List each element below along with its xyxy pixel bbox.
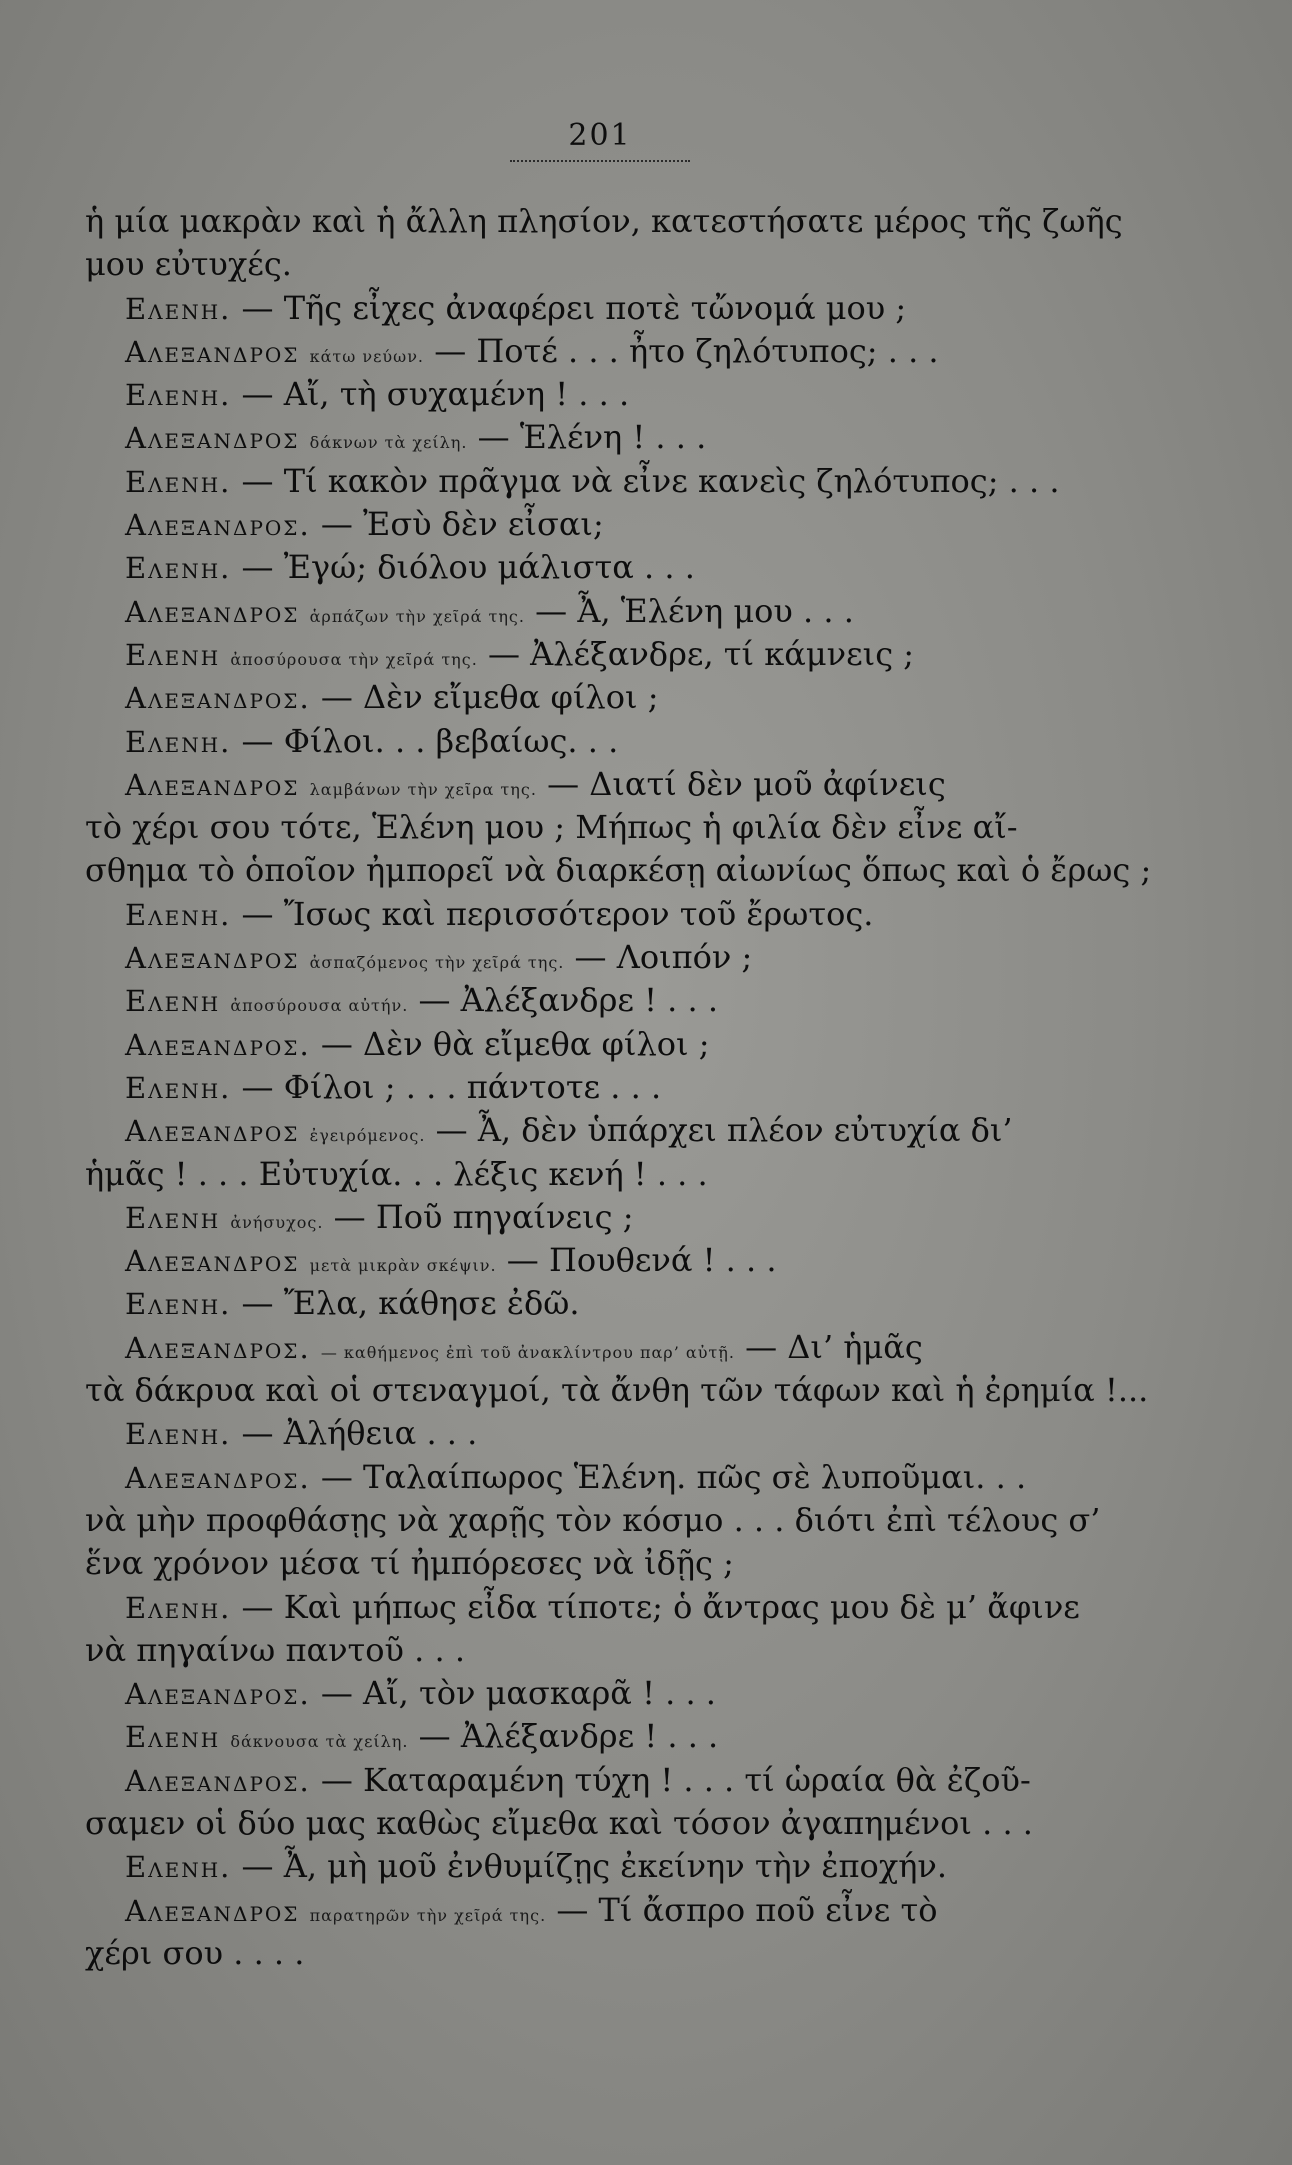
speaker-name: Αλεξανδρος [125, 421, 300, 456]
speaker-name: Αλεξανδρος [125, 334, 300, 369]
line-text: — Ἀλήθεια . . . [241, 1414, 478, 1453]
line-text: τὸ χέρι σου τότε, Ἑλένη μου ; Μήπως ἡ φιλία δὲν εἶνε αἴ- [85, 808, 1018, 847]
text-line [85, 1023, 1160, 1066]
line-text: — Δὲν εἴμεθα φίλοι ; [320, 678, 659, 717]
stage-direction: κάτω νεύων. [309, 346, 425, 366]
text-line [85, 1282, 1160, 1325]
speaker-name: Αλεξανδρος. [125, 1763, 311, 1798]
text-line [85, 1456, 1160, 1499]
speaker-name: Ελενη [125, 637, 221, 672]
line-text: — Τί ἄσπρο ποῦ εἶνε τὸ [556, 1890, 938, 1929]
line-text: — Ἔλα, κάθησε ἐδῶ. [241, 1284, 580, 1323]
line-text: — Δὲν θὰ εἴμεθα φίλοι ; [320, 1024, 710, 1063]
line-text: — Τί κακὸν πρᾶγμα νὰ εἶνε κανεὶς ζηλότυπος; . . . [241, 461, 1060, 500]
speaker-name: Αλεξανδρος. [125, 1330, 311, 1365]
stage-direction: ἀσπαζόμενος τὴν χεῖρά της. [309, 953, 565, 973]
text-line [85, 1802, 1160, 1845]
line-text: μου εὐτυχές. [85, 245, 292, 284]
line-text: νὰ πηγαίνω παντοῦ . . . [85, 1630, 465, 1669]
text-line [85, 936, 1160, 979]
text-line [85, 416, 1160, 459]
text-line [85, 590, 1160, 633]
text-line [85, 1369, 1160, 1412]
text-line [85, 1499, 1160, 1542]
line-text: — Διατί δὲν μοῦ ἀφίνεις [547, 764, 946, 803]
text-line [85, 763, 1160, 806]
speaker-name: Αλεξανδρος. [125, 508, 311, 543]
speaker-name: Αλεξανδρος. [125, 681, 311, 716]
stage-direction: ἁρπάζων τὴν χεῖρά της. [309, 606, 525, 626]
speaker-name: Ελενη [125, 1200, 221, 1235]
stage-direction: λαμβάνων τὴν χεῖρα της. [309, 779, 537, 799]
line-text: — Αἴ, τὸν μασκαρᾶ ! . . . [320, 1674, 716, 1713]
text-line [85, 1239, 1160, 1282]
line-text: ἡμᾶς ! . . . Εὐτυχία. . . λέξις κενή ! . . . [85, 1154, 708, 1193]
line-text: — Ποτέ . . . ἦτο ζηλότυπος; . . . [434, 331, 939, 370]
line-text: ἕνα χρόνον μέσα τί ἠμπόρεσες νὰ ἰδῇς ; [85, 1544, 734, 1583]
line-text: — Ἀλέξανδρε ! . . . [418, 1717, 719, 1756]
line-text: — Ἑλένη ! . . . [477, 418, 707, 457]
text-line [85, 287, 1160, 330]
speaker-name: Ελενη. [125, 1287, 232, 1322]
line-text: — Φίλοι ; . . . πάντοτε . . . [241, 1067, 662, 1106]
line-text: — Αἴ, τὴ συχαμένη ! . . . [241, 375, 630, 414]
speaker-name: Ελενη [125, 1720, 221, 1755]
line-text: — Ἆ, Ἑλένη μου . . . [535, 591, 854, 630]
speaker-name: Αλεξανδρος [125, 941, 300, 976]
stage-direction: ἀποσύρουσα τὴν χεῖρά της. [230, 649, 478, 669]
text-line [85, 1759, 1160, 1802]
speaker-name: Ελενη. [125, 378, 232, 413]
stage-direction: ἀποσύρουσα αὐτήν. [230, 996, 409, 1016]
text-line [85, 1109, 1160, 1152]
speaker-name: Ελενη. [125, 724, 232, 759]
text-line [85, 979, 1160, 1022]
stage-direction: δάκνων τὰ χείλη. [309, 433, 468, 453]
speaker-name: Αλεξανδρος [125, 1893, 300, 1928]
page-number: 201 [568, 118, 632, 153]
line-text: — Ποῦ πηγαίνεις ; [333, 1197, 634, 1236]
speaker-name: Ελενη. [125, 551, 232, 586]
text-line [85, 200, 1160, 243]
text-line [85, 1153, 1160, 1196]
text-line [85, 1845, 1160, 1888]
speaker-name: Ελενη. [125, 464, 232, 499]
line-text: — Τῆς εἶχες ἀναφέρει ποτὲ τὤνομά μου ; [241, 288, 907, 327]
text-line [85, 676, 1160, 719]
text-line [85, 1196, 1160, 1239]
line-text: — Δι’ ἡμᾶς [745, 1327, 923, 1366]
line-text: σθημα τὸ ὁποῖον ἠμπορεῖ νὰ διαρκέσῃ αἰωνίως ὅπως καὶ ὁ ἔρως ; [85, 851, 1152, 890]
text-line [85, 720, 1160, 763]
line-text: — Ἆ, δὲν ὑπάρχει πλέον εὐτυχία δι’ [435, 1111, 1013, 1150]
line-text: — Ἐγώ; διόλου μάλιστα . . . [241, 548, 695, 587]
speaker-name: Ελενη. [125, 1590, 232, 1625]
line-text: χέρι σου . . . . [85, 1933, 305, 1972]
line-text: — Ἀλέξανδρε ! . . . [418, 981, 719, 1020]
line-text: νὰ μὴν προφθάσῃς νὰ χαρῇς τὸν κόσμο . . . διότι ἐπὶ τέλους σ’ [85, 1500, 1101, 1539]
text-line [85, 546, 1160, 589]
stage-direction: — καθήμενος ἐπὶ τοῦ ἀνακλίντρου παρ’ αὐτῇ. [320, 1342, 735, 1362]
text-line [85, 1412, 1160, 1455]
text-line [85, 1715, 1160, 1758]
text-line [85, 1629, 1160, 1672]
stage-direction: μετὰ μικρὰν σκέψιν. [309, 1256, 497, 1276]
line-text: — Ταλαίπωρος Ἑλένη. πῶς σὲ λυποῦμαι. . . [320, 1457, 1027, 1496]
text-line [85, 1542, 1160, 1585]
text-line [85, 373, 1160, 416]
text-line [85, 460, 1160, 503]
stage-direction: δάκνουσα τὰ χείλη. [230, 1732, 409, 1752]
speaker-name: Αλεξανδρος. [125, 1027, 311, 1062]
page-number-underline [510, 160, 690, 162]
text-line [85, 243, 1160, 286]
speaker-name: Ελενη. [125, 1850, 232, 1885]
text-line [85, 1326, 1160, 1369]
line-text: — Καὶ μήπως εἶδα τίποτε; ὁ ἄντρας μου δὲ μ’ ἄφινε [241, 1587, 1080, 1626]
text-line [85, 1066, 1160, 1109]
line-text: — Πουθενά ! . . . [506, 1241, 777, 1280]
speaker-name: Ελενη [125, 984, 221, 1019]
text-line [85, 1586, 1160, 1629]
speaker-name: Ελενη. [125, 1070, 232, 1105]
text-line [85, 330, 1160, 373]
speaker-name: Αλεξανδρος [125, 1114, 300, 1149]
text-line [85, 806, 1160, 849]
speaker-name: Αλεξανδρος [125, 594, 300, 629]
speaker-name: Αλεξανδρος. [125, 1460, 311, 1495]
line-text: τὰ δάκρυα καὶ οἱ στεναγμοί, τὰ ἄνθη τῶν τάφων καὶ ἡ ἐρημία !... [85, 1371, 1149, 1410]
stage-direction: παρατηρῶν τὴν χεῖρά της. [309, 1905, 547, 1925]
text-line [85, 1889, 1160, 1932]
speaker-name: Αλεξανδρος [125, 1244, 300, 1279]
speaker-name: Αλεξανδρος [125, 767, 300, 802]
text-line [85, 503, 1160, 546]
dialogue-text [85, 200, 1160, 1975]
text-line [85, 633, 1160, 676]
line-text: σαμεν οἱ δύο μας καθὼς εἴμεθα καὶ τόσον ἀγαπημένοι . . . [85, 1803, 1033, 1842]
stage-direction: ἐγειρόμενος. [309, 1126, 426, 1146]
stage-direction: ἀνήσυχος. [230, 1212, 324, 1232]
line-text: ἡ μία μακρὰν καὶ ἡ ἄλλη πλησίον, κατεστήσατε μέρος τῆς ζωῆς [85, 202, 1123, 240]
text-line [85, 1932, 1160, 1975]
speaker-name: Ελενη. [125, 291, 232, 326]
line-text: — Ἀλέξανδρε, τί κάμνεις ; [487, 634, 915, 673]
speaker-name: Ελενη. [125, 897, 232, 932]
line-text: — Καταραμένη τύχη ! . . . τί ὡραία θὰ ἐζοῦ- [320, 1760, 1031, 1799]
text-line [85, 893, 1160, 936]
text-line [85, 1672, 1160, 1715]
line-text: — Ἆ, μὴ μοῦ ἐνθυμίζῃς ἐκείνην τὴν ἐποχήν. [241, 1847, 947, 1886]
text-line [85, 849, 1160, 892]
line-text: — Ἴσως καὶ περισσότερον τοῦ ἔρωτος. [241, 894, 874, 933]
line-text: — Λοιπόν ; [574, 938, 753, 977]
line-text: — Φίλοι. . . βεβαίως. . . [241, 721, 619, 760]
speaker-name: Αλεξανδρος. [125, 1677, 311, 1712]
line-text: — Ἐσὺ δὲν εἶσαι; [320, 505, 604, 544]
speaker-name: Ελενη. [125, 1417, 232, 1452]
